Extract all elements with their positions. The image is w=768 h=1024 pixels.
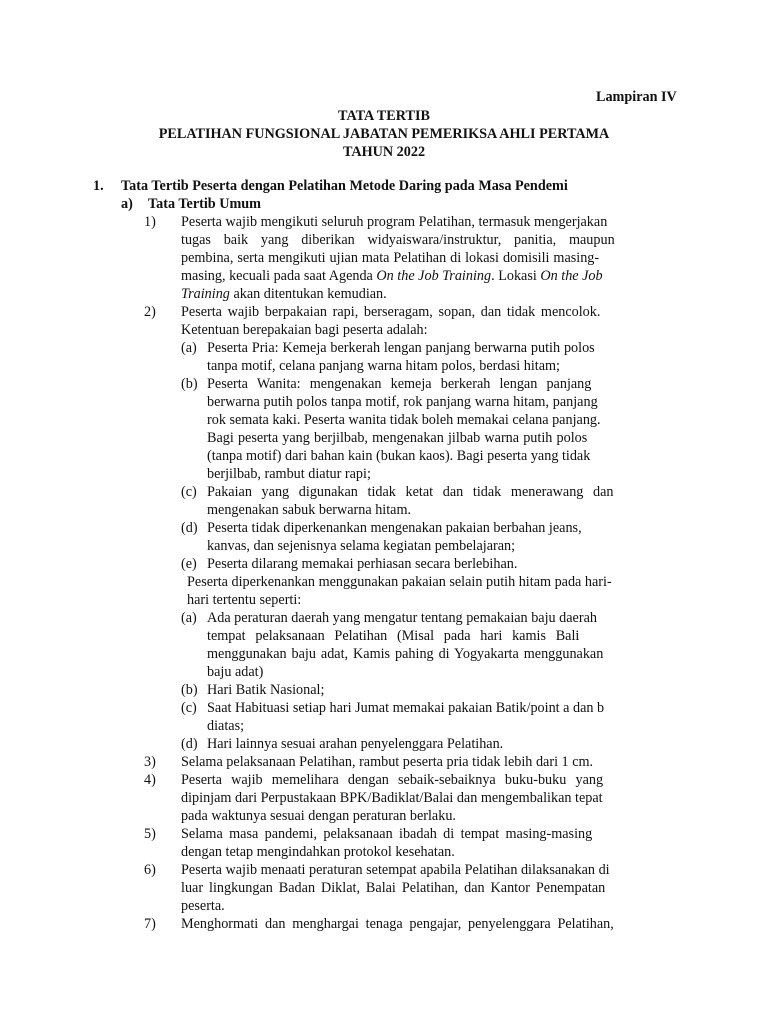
text-line: menggunakan baju adat, Kamis pahing di Yogyakarta menggunakan [207,646,604,662]
sub-item-label: (a) [181,610,197,626]
text-line: pada waktunya sesuai dengan peraturan berlaku. [181,808,456,824]
text-line: pembina, serta mengikuti ujian mata Pelatihan di lokasi domisili masing- [181,250,600,266]
text-line: Selama pelaksanaan Pelatihan, rambut peserta pria tidak lebih dari 1 cm. [181,754,594,770]
text-line: Peserta diperkenankan menggunakan pakaian selain putih hitam pada hari- [187,574,612,590]
text-line: Hari lainnya sesuai arahan penyelenggara Pelatihan. [207,736,504,752]
text-line: Peserta Wanita: mengenakan kemeja berkerah lengan panjang [207,376,592,392]
text-line: hari tertentu seperti: [187,592,302,608]
sub-item-label: (d) [181,520,198,536]
title-line-2: PELATIHAN FUNGSIONAL JABATAN PEMERIKSA AHLI PERTAMA [158,126,610,142]
title-line-3: TAHUN 2022 [342,144,426,160]
sub-item-label: (b) [181,682,198,698]
item-number: 2) [144,304,156,320]
text-line: tempat pelaksanaan Pelatihan (Misal pada hari kamis Bali [207,628,580,644]
text-line: mengenakan sabuk berwarna hitam. [207,502,412,518]
item-number: 5) [144,826,156,842]
text-line: Bagi peserta yang berjilbab, mengenakan jilbab warna putih polos [207,430,588,446]
text-line: Pakaian yang digunakan tidak ketat dan tidak menerawang dan [207,484,614,500]
text-line: dengan tetap mengindahkan protokol kesehatan. [181,844,455,860]
text-line: dipinjam dari Perpustakaan BPK/Badiklat/Balai dan mengembalikan tepat [181,790,603,806]
text-line: Saat Habituasi setiap hari Jumat memakai pakaian Batik/point a dan b [207,700,605,716]
text-line: Peserta wajib berpakaian rapi, berseragam, sopan, dan tidak mencolok. [181,304,601,320]
text-line: Training akan ditentukan kemudian. [181,286,387,302]
sub-item-label: (c) [181,700,197,716]
subsection-heading: Tata Tertib Umum [148,196,261,212]
text-line: berwarna putih polos tanpa motif, rok panjang warna hitam, panjang [207,394,598,410]
text-line: Peserta tidak diperkenankan mengenakan pakaian berbahan jeans, [207,520,582,536]
text-line: Peserta wajib menaati peraturan setempat apabila Pelatihan dilaksanakan di [181,862,610,878]
item-number: 1) [144,214,156,230]
text-line: rok semata kaki. Peserta wanita tidak boleh memakai celana panjang. [207,412,601,428]
title-line-1: TATA TERTIB [338,108,430,124]
text-line: peserta. [181,898,225,914]
sub-item-label: (c) [181,484,197,500]
text-line: berjilbab, rambut diatur rapi; [207,466,371,482]
text-line: Menghormati dan menghargai tenaga pengajar, penyelenggara Pelatihan, [181,916,614,932]
subsection-label: a) [121,196,133,212]
item-number: 7) [144,916,156,932]
item-number: 6) [144,862,156,878]
item-number: 3) [144,754,156,770]
text-line: luar lingkungan Badan Diklat, Balai Pelatihan, dan Kantor Penempatan [181,880,606,896]
text-line: tanpa motif, celana panjang warna hitam polos, berdasi hitam; [207,358,560,374]
section-heading: Tata Tertib Peserta dengan Pelatihan Metode Daring pada Masa Pendemi [121,178,568,194]
text-line: tugas baik yang diberikan widyaiswara/instruktur, panitia, maupun [181,232,615,248]
text-line: Peserta wajib mengikuti seluruh program Pelatihan, termasuk mengerjakan [181,214,608,230]
text-line: Ada peraturan daerah yang mengatur tentang pemakaian baju daerah [207,610,597,626]
text-line: Peserta dilarang memakai perhiasan secara berlebihan. [207,556,518,572]
text-line: Peserta Pria: Kemeja berkerah lengan panjang berwarna putih polos [207,340,595,356]
text-line: Selama masa pandemi, pelaksanaan ibadah di tempat masing-masing [181,826,593,842]
text-line: masing, kecuali pada saat Agenda On the Job Training. Lokasi On the Job [181,268,603,284]
sub-item-label: (b) [181,376,198,392]
text-line: Peserta wajib memelihara dengan sebaik-sebaiknya buku-buku yang [181,772,604,788]
sub-item-label: (e) [181,556,197,572]
sub-item-label: (d) [181,736,198,752]
section-number: 1. [93,178,104,194]
item-number: 4) [144,772,156,788]
text-line: (tanpa motif) dari bahan kain (bukan kaos). Bagi peserta yang tidak [207,448,591,464]
text-line: diatas; [207,718,245,734]
text-line: baju adat) [207,664,264,680]
text-line: Hari Batik Nasional; [207,682,325,698]
attachment-label: Lampiran IV [596,89,677,105]
text-line: kanvas, dan sejenisnya selama kegiatan pembelajaran; [207,538,516,554]
sub-item-label: (a) [181,340,197,356]
text-line: Ketentuan berepakaian bagi peserta adalah: [181,322,428,338]
